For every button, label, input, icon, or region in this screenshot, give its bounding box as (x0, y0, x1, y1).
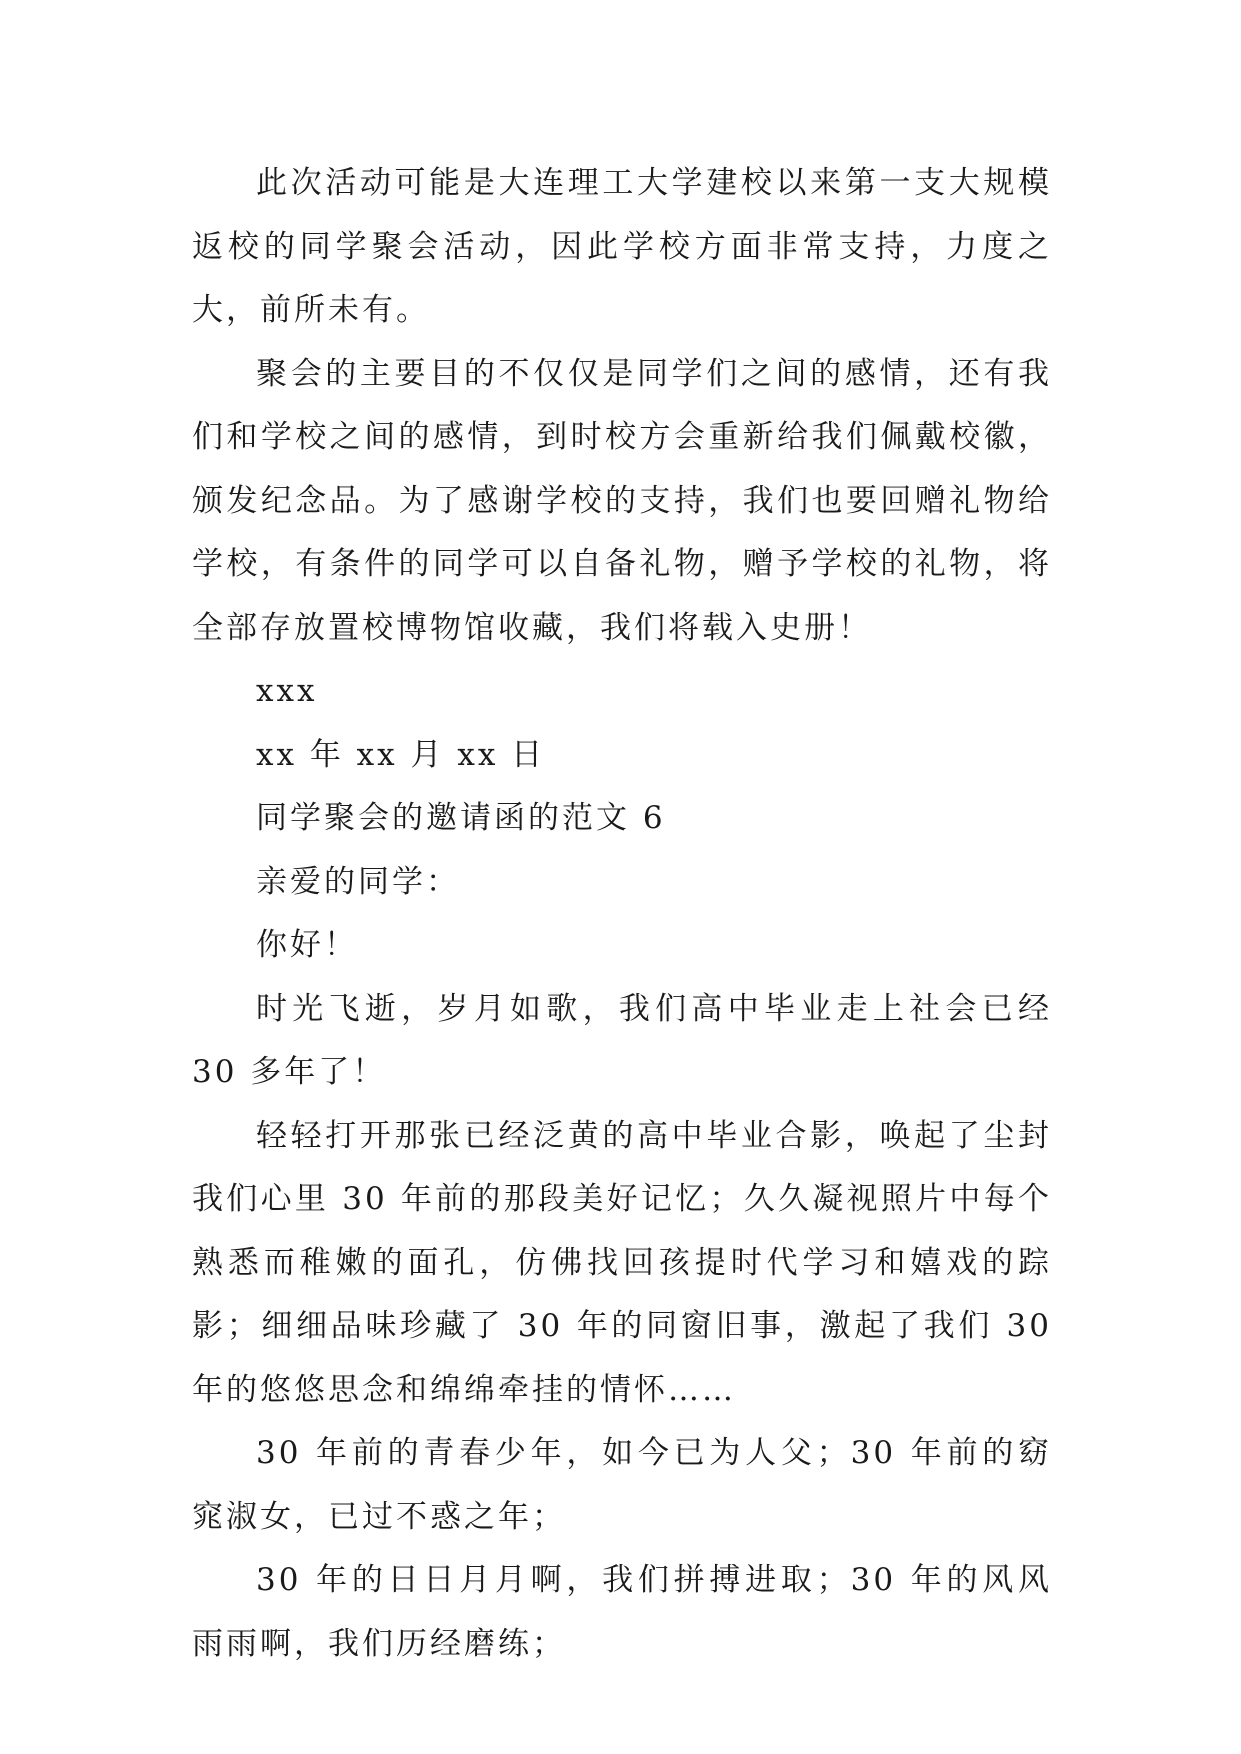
paragraph-reunion-purpose: 聚会的主要目的不仅仅是同学们之间的感情，还有我们和学校之间的感情，到时校方会重新给我们佩戴校徽，颁发纪念品。为了感谢学校的支持，我们也要回赠礼物给学校，有条件的同学可以自备礼物，赠予学校的礼物，将全部存放置校博物馆收藏，我们将载入史册！ (192, 355, 1052, 646)
paragraph-activity-intro: 此次活动可能是大连理工大学建校以来第一支大规模返校的同学聚会活动，因此学校方面非常支持，力度之大，前所未有。 (192, 165, 1052, 328)
paragraph-thirty-years: 30 年的日日月月啊，我们拼搏进取；30 年的风风雨雨啊，我们历经磨练； (192, 1562, 1052, 1662)
paragraph-time-flies: 时光飞逝，岁月如歌，我们高中毕业走上社会已经 30 多年了！ (192, 990, 1052, 1090)
greeting-salutation: 亲爱的同学： (256, 863, 460, 900)
section-title: 同学聚会的邀请函的范文 6 (256, 800, 666, 836)
document-body (192, 152, 1052, 1676)
signature-name: xxx (256, 673, 318, 709)
signature-date: xx 年 xx 月 xx 日 (256, 736, 546, 773)
paragraph-old-photo: 轻轻打开那张已经泛黄的高中毕业合影，唤起了尘封我们心里 30 年前的那段美好记忆；久久凝视照片中每个熟悉而稚嫩的面孔，仿佛找回孩提时代学习和嬉戏的踪影；细细品味珍藏了 30 年的同窗旧事，激起了我们 30 年的悠悠思念和绵绵牵挂的情怀…… (192, 1117, 1052, 1408)
paragraph-youth: 30 年前的青春少年，如今已为人父；30 年前的窈窕淑女，已过不惑之年； (192, 1435, 1052, 1535)
greeting-hello: 你好！ (256, 927, 358, 963)
